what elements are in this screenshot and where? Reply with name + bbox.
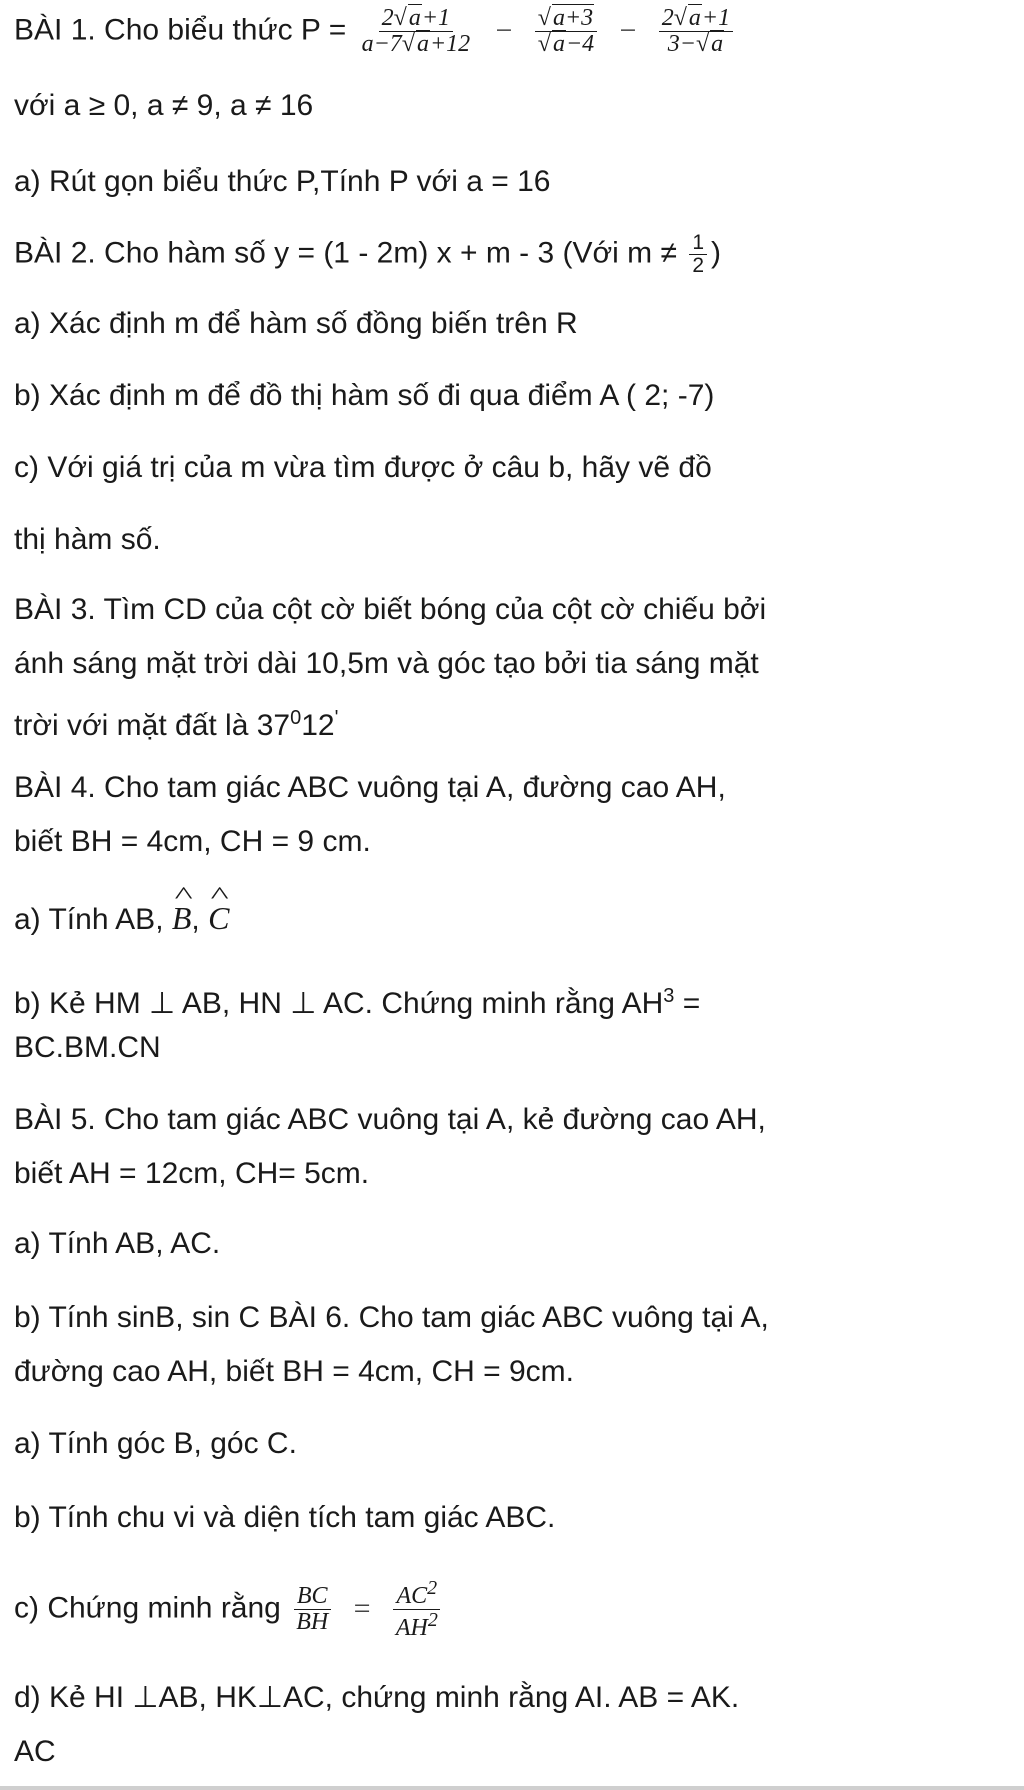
bai1-condition: với a ≥ 0, a ≠ 9, a ≠ 16 [14, 89, 314, 122]
bai2-part-c-line1: c) Với giá trị của m vừa tìm được ở câu b, hãy vẽ đồ [14, 451, 712, 484]
bai1-fraction-1: $\frac{2√a+1}{a-7√a+12}$ [361, 5, 471, 58]
equals-sign: = [353, 1591, 371, 1625]
bai6-part-c: c) Chứng minh rằng $\frac{BC}{BH}$ = $\frac{AC^2}{AH^2}$ [14, 1578, 445, 1641]
bai4-part-a: a) Tính AB, ^ B, ^ C [14, 900, 229, 938]
bai6-part-d-line2: AC [14, 1735, 56, 1768]
bc-over-bh-fraction: $\frac{BC}{BH}$ [293, 1584, 331, 1635]
bai1-fraction-3: $\frac{2√a+1}{3-√a}$ [659, 6, 733, 57]
bai5-part-b: b) Tính sinB, sin C BÀI 6. Cho tam giác ABC vuông tại A, [14, 1301, 769, 1334]
bai6-part-d-line1: d) Kẻ HI ⊥AB, HK⊥AC, chứng minh rằng AI. AB = AK. [14, 1681, 740, 1714]
bai1-expression [14, 6, 737, 57]
bai4-line1: BÀI 4. Cho tam giác ABC vuông tại A, đường cao AH, [14, 771, 726, 804]
bai2-title: BÀI 2. Cho hàm số y = (1 - 2m) x + m - 3 (Với m ≠ $\frac{1}{2}$ ) [14, 231, 722, 278]
bai6-line2: đường cao AH, biết BH = 4cm, CH = 9cm. [14, 1355, 574, 1388]
bai4-line2: biết BH = 4cm, CH = 9 cm. [14, 825, 371, 858]
bottom-divider [0, 1786, 1024, 1790]
bai5-line1: BÀI 5. Cho tam giác ABC vuông tại A, kẻ đường cao AH, [14, 1103, 766, 1136]
bai5-line2: biết AH = 12cm, CH= 5cm. [14, 1157, 370, 1190]
bai1-part-a: a) Rút gọn biểu thức P,Tính P với a = 16 [14, 165, 551, 198]
bai3-line2: ánh sáng mặt trời dài 10,5m và góc tạo bởi tia sáng mặt [14, 647, 759, 680]
bai4-part-b-line2: BC.BM.CN [14, 1031, 161, 1064]
minus-sign: − [619, 13, 637, 47]
bai6-part-b: b) Tính chu vi và diện tích tam giác ABC. [14, 1501, 556, 1534]
angle-b-hat: ^ B [172, 900, 192, 936]
minus-sign: − [495, 13, 513, 47]
ac2-over-ah2-fraction: $\frac{AC^2}{AH^2}$ [393, 1578, 441, 1641]
bai4-part-b-line1: b) Kẻ HM ⊥ AB, HN ⊥ AC. Chứng minh rằng $AH^3$ = [14, 985, 701, 1020]
bai2-part-b: b) Xác định m để đồ thị hàm số đi qua điểm A ( 2; -7) [14, 379, 715, 412]
bai6-part-a: a) Tính góc B, góc C. [14, 1427, 297, 1460]
bai3-line1: BÀI 3. Tìm CD của cột cờ biết bóng của cột cờ chiếu bởi [14, 593, 767, 626]
bai5-part-a: a) Tính AB, AC. [14, 1227, 221, 1260]
bai1-fraction-2: $\frac{√a+3}{√a-4}$ [535, 6, 597, 57]
bai2-part-c-line2: thị hàm số. [14, 523, 161, 556]
bai1-intro: BÀI 1. Cho biểu thức P = [14, 13, 347, 47]
bai2-part-a: a) Xác định m để hàm số đồng biến trên R [14, 307, 578, 340]
one-half-fraction: $\frac{1}{2}$ [689, 232, 707, 277]
angle-c-hat: ^ C [208, 900, 229, 936]
bai3-line3: trời với mặt đất là $37^012'$ [14, 707, 339, 742]
